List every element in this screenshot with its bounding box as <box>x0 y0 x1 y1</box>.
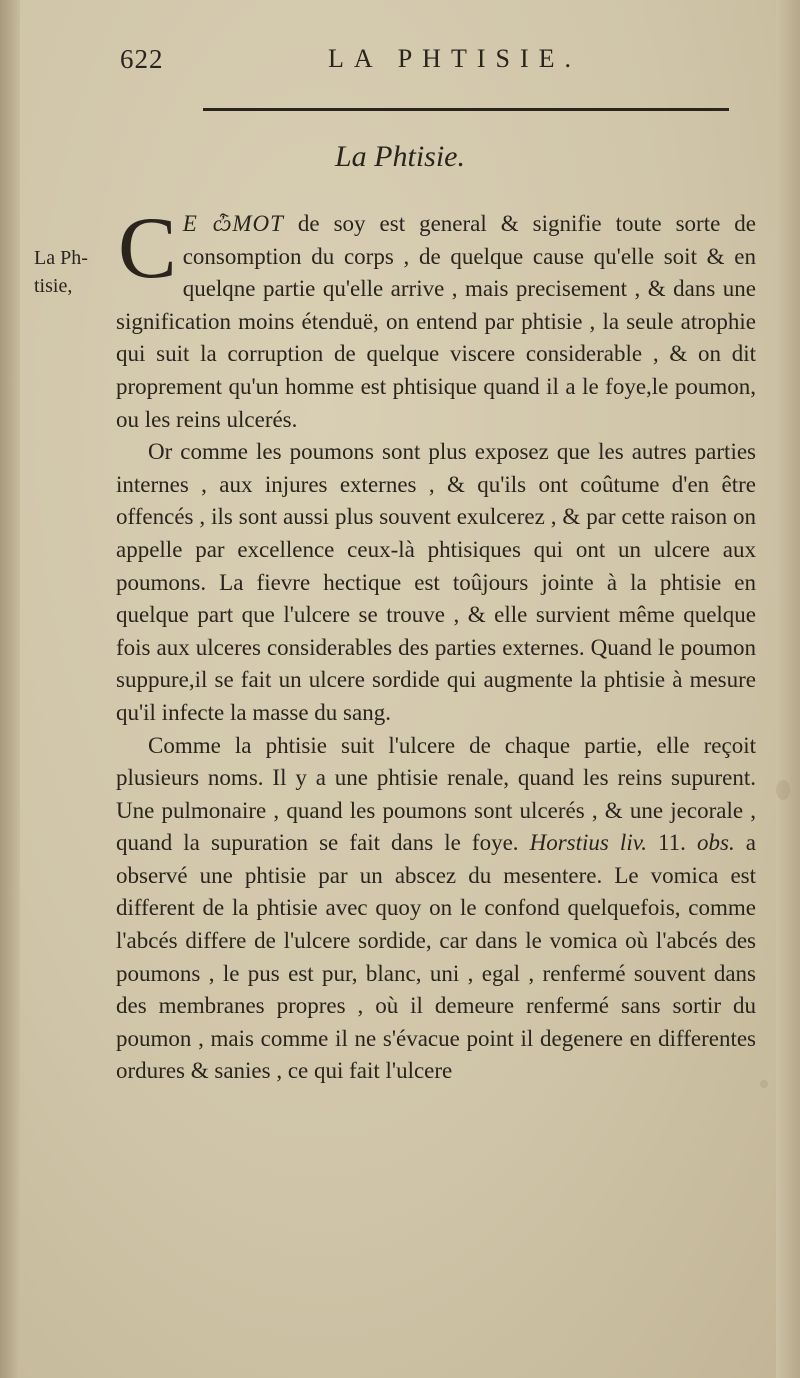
paragraph-3 <box>116 730 756 1089</box>
body-text <box>116 200 757 1088</box>
citation-author: Horstius liv. <box>529 830 647 856</box>
page-left-edge <box>0 0 20 1378</box>
section-title: La Phtisie. <box>334 140 465 173</box>
margin-note-line: La Ph- <box>34 247 88 269</box>
paragraph-2 <box>116 436 756 729</box>
paragraph-3-text-before: Comme la phtisie suit l'ulcere de chaque partie, elle reçoit plusieurs noms. Il y a une phtisie renale, quand les reins supurent. Une pulmonaire , quand les poumons sont ulcerés , & une jecorale , quand la supuration se fait dans le foye. <box>116 732 756 856</box>
running-head <box>120 44 740 84</box>
drop-cap: C <box>118 200 177 297</box>
paragraph-1 <box>116 200 757 436</box>
paper-stain <box>776 780 790 800</box>
header-rule <box>203 108 729 111</box>
paragraph-1-text: de soy est general & signifie toute sorte de consomption du corps , de quelque cause qu'elle soit & en quelqne partie qu'elle arrive , mais precisement , & dans une signification moins étenduë, on entend par phtisie , la seule atrophie qui suit la corruption de quelque viscere considerable , & on dit proprement qu'un homme est phtisique quand il a le foye,le poumon, ou les reins ulcerés. <box>116 211 757 432</box>
running-title: LA PHTISIE. <box>328 44 581 73</box>
paragraph-2-text: Or comme les poumons sont plus exposez que les autres parties internes , aux injures externes , & qu'ils ont coûtume d'en être offencés , ils sont aussi plus souvent exulcerez , & par cette raison on appelle par excellence ceux-là phtisiques qui ont un ulcere aux poumons. La fievre hectique est toûjours jointe à la phtisie en quelque part que l'ulcere se trouve , & elle survient même quelque fois aux ulceres considerables des parties externes. Quand le poumon suppure,il se fait un ulcere sordide qui augmente la phtisie à mesure qu'il infecte la masse du sang. <box>116 439 756 725</box>
paper-stain <box>760 1080 768 1088</box>
citation-number: 11. <box>646 830 697 856</box>
page-right-edge <box>776 0 800 1378</box>
citation-obs: obs. <box>697 830 735 856</box>
margin-note-line: tisie, <box>34 275 73 297</box>
paragraph-3-text-after: a observé une phtisie par un abscez du mesentere. Le vomica est different de la phtisie avec quoy on le confond quelquefois, comme l'abcés differe de l'ulcere sordide, car dans le vomica où l'abcés des poumons , le pus est pur, blanc, uni , egal , renfermé souvent dans des membranes propres , où il demeure renfermé sans sortir du poumon , mais comme il ne s'évacue point il degenere en differentes ordures & sanies , ce qui fait l'ulcere <box>116 830 756 1084</box>
margin-note <box>34 244 114 300</box>
page-number: 622 <box>120 44 164 74</box>
opening-words: E ѽMOT <box>182 211 284 236</box>
